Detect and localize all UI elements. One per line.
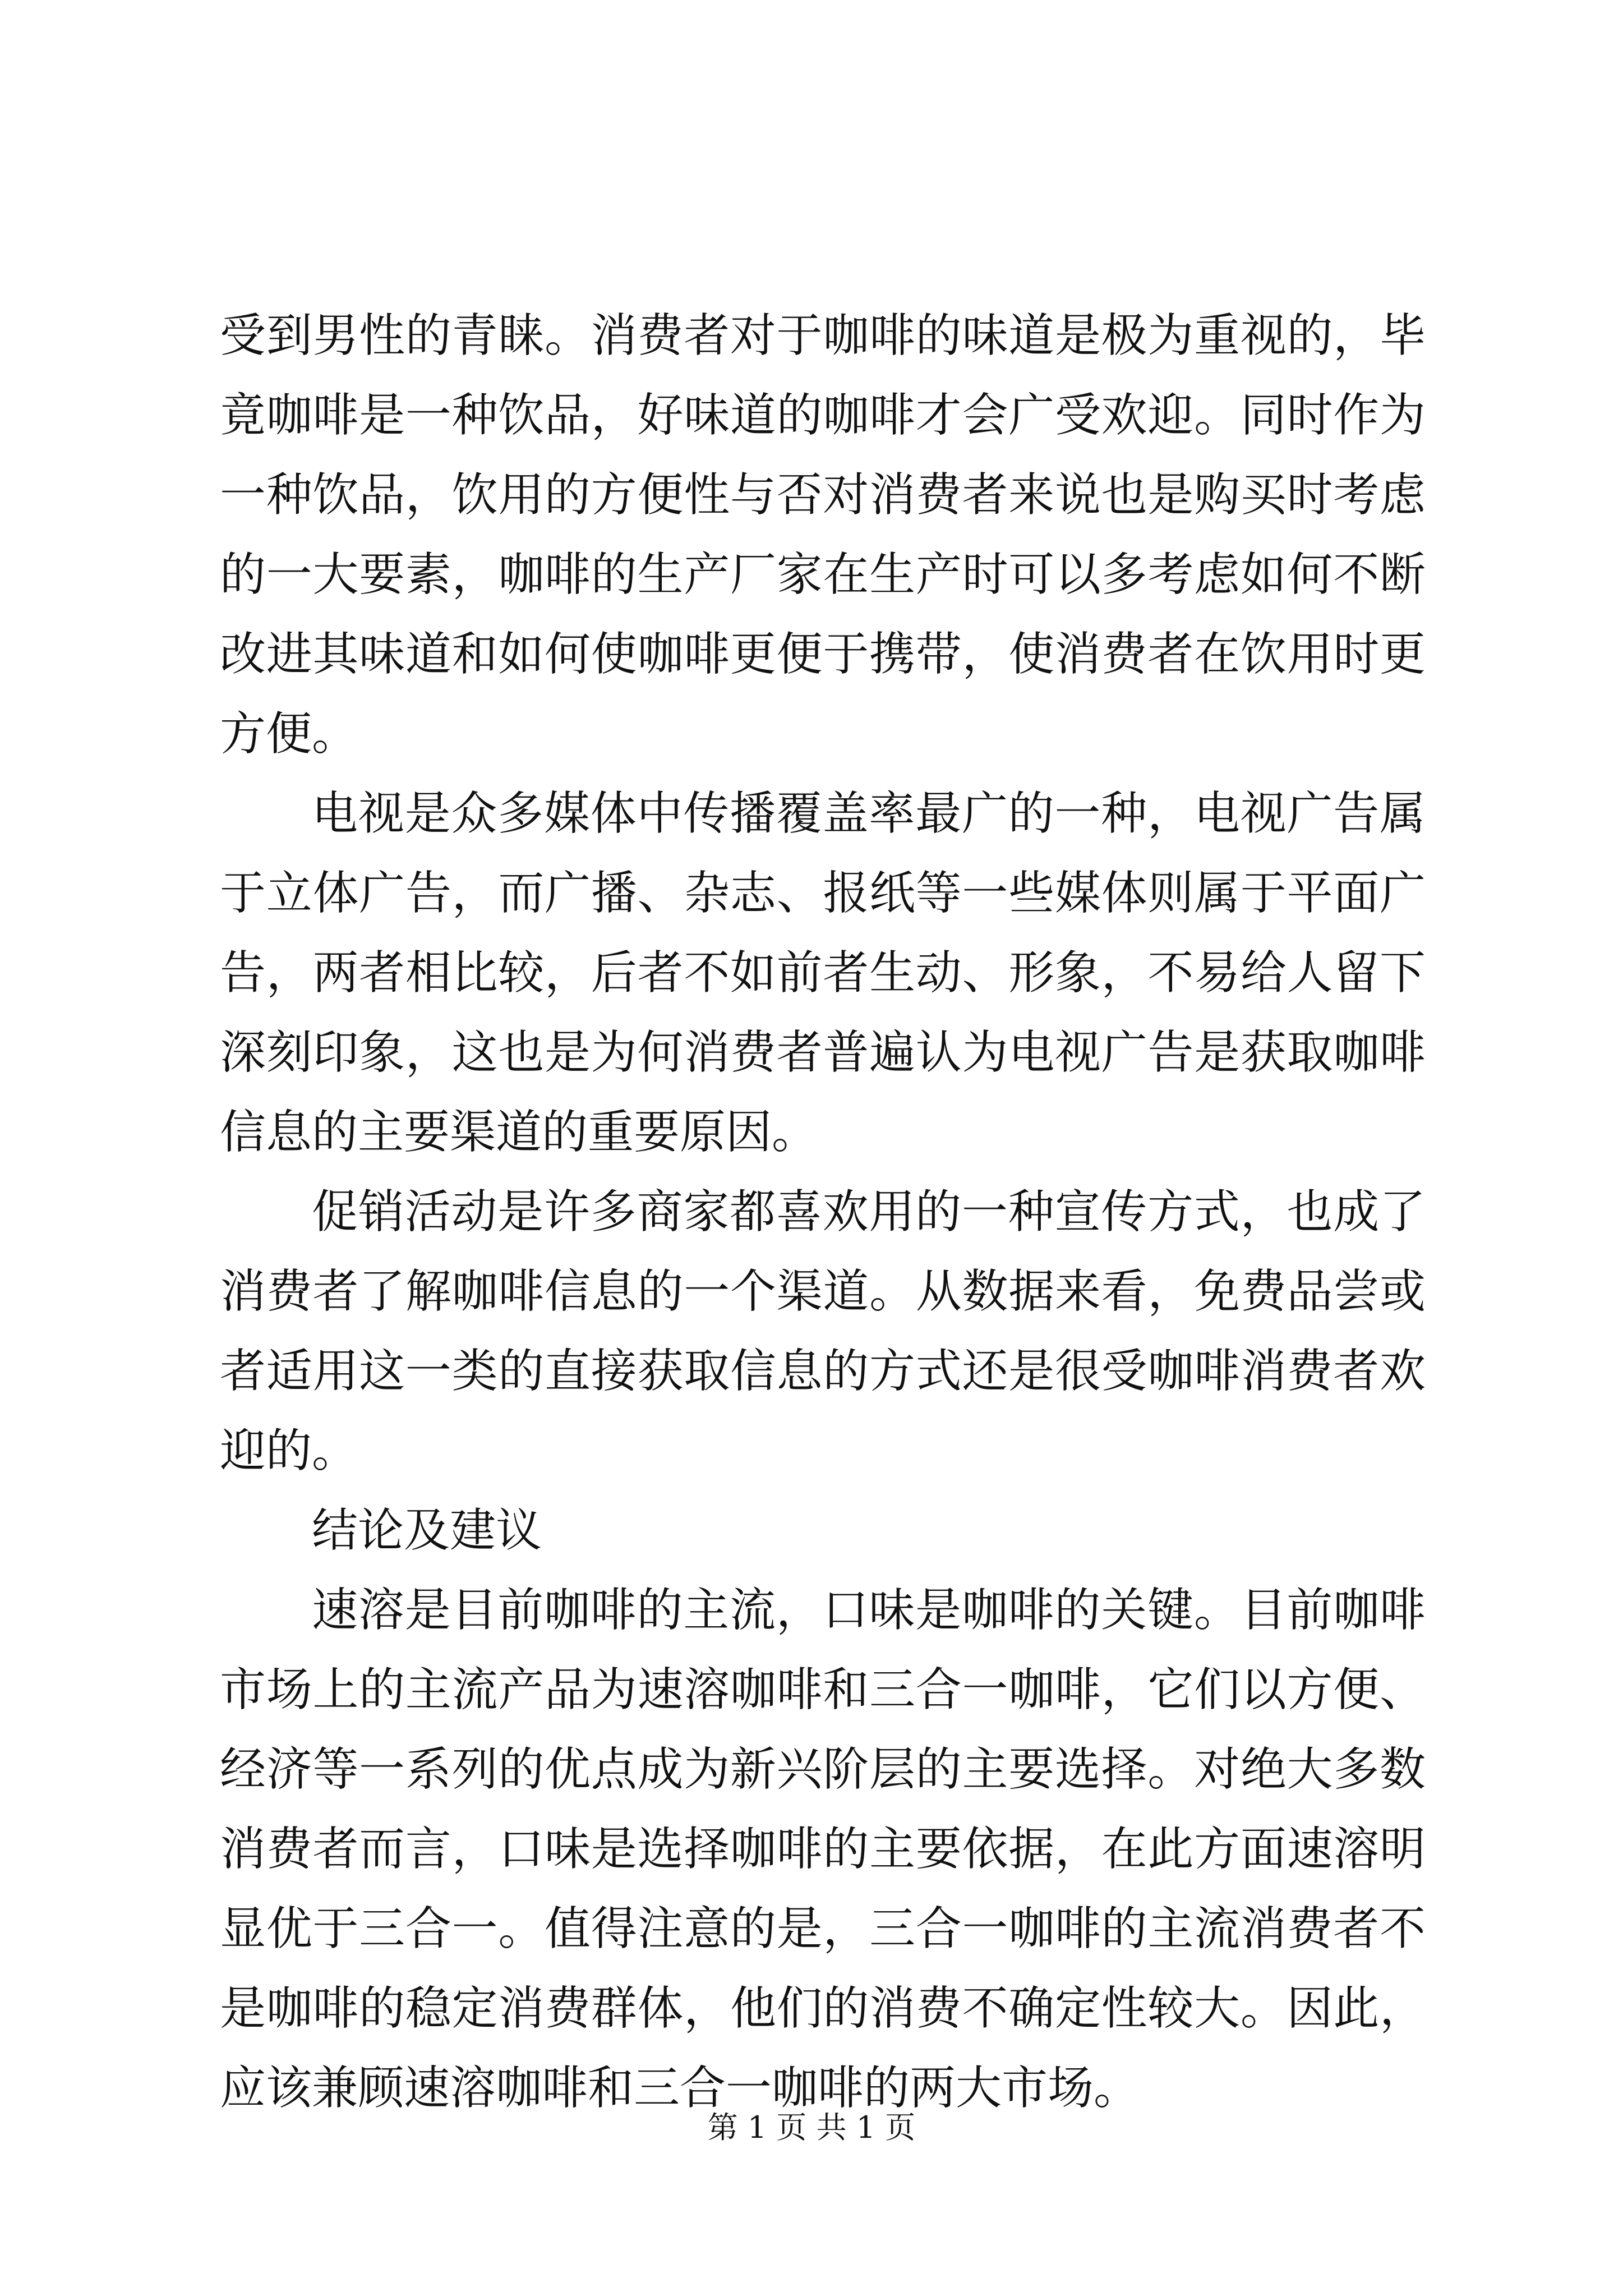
- paragraph-conclusion: 速溶是目前咖啡的主流，口味是咖啡的关键。目前咖啡市场上的主流产品为速溶咖啡和三合一咖啡，它们以方便、经济等一系列的优点成为新兴阶层的主要选择。对绝大多数消费者而言，口味是选择咖啡的主要依据，在此方面速溶明显优于三合一。值得注意的是，三合一咖啡的主流消费者不是咖啡的稳定消费群体，他们的消费不确定性较大。因此，应该兼顾速溶咖啡和三合一咖啡的两大市场。: [220, 1584, 1426, 2115]
- document-body: [220, 296, 1426, 2128]
- paragraph-taste-convenience: 受到男性的青睐。消费者对于咖啡的味道是极为重视的，毕竟咖啡是一种饮品，好味道的咖啡才会广受欢迎。同时作为一种饮品，饮用的方便性与否对消费者来说也是购买时考虑的一大要素，咖啡的生产厂家在生产时可以多考虑如何不断改进其味道和如何使咖啡更便于携带，使消费者在饮用时更方便。: [220, 309, 1426, 761]
- paragraph-promotion: 促销活动是许多商家都喜欢用的一种宣传方式，也成了消费者了解咖啡信息的一个渠道。从数据来看，免费品尝或者适用这一类的直接获取信息的方式还是很受咖啡消费者欢迎的。: [220, 1185, 1426, 1478]
- page-footer: 第 1 页 共 1 页: [707, 2110, 916, 2145]
- paragraph-tv-advertising: 电视是众多媒体中传播覆盖率最广的一种，电视广告属于立体广告，而广播、杂志、报纸等一些媒体则属于平面广告，两者相比较，后者不如前者生动、形象，不易给人留下深刻印象，这也是为何消费者普遍认为电视广告是获取咖啡信息的主要渠道的重要原因。: [220, 787, 1426, 1159]
- section-heading-conclusion: 结论及建议: [312, 1504, 542, 1557]
